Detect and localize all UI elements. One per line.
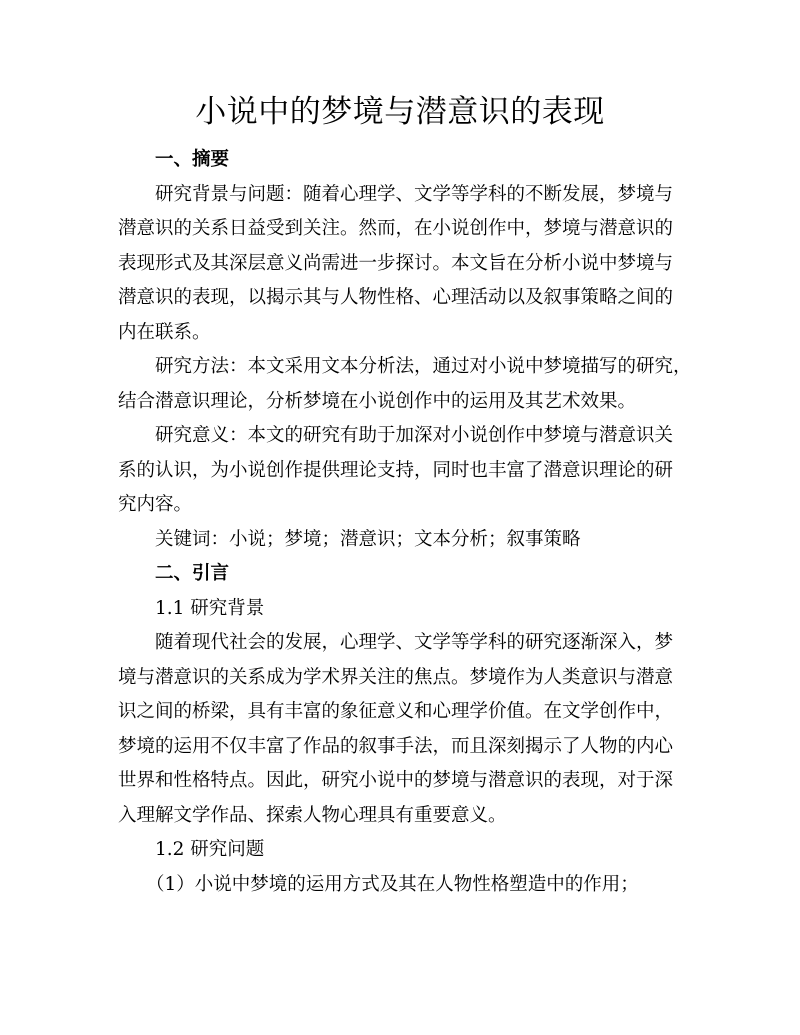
abstract-background-line: 表现形式及其深层意义尚需进一步探讨。本文旨在分析小说中梦境与 (118, 252, 674, 274)
abstract-background-line: 研究背景与问题：随着心理学、文学等学科的不断发展，梦境与 (155, 183, 674, 205)
document-body (118, 143, 692, 902)
document-title: 小说中的梦境与潜意识的表现 (195, 94, 605, 130)
background-paragraph-line: 梦境的运用不仅丰富了作品的叙事手法，而且深刻揭示了人物的内心 (118, 735, 674, 757)
abstract-method-line: 研究方法：本文采用文本分析法，通过对小说中梦境描写的研究， (155, 356, 692, 377)
subsection-1-title: 1.1 研究背景 (155, 597, 265, 619)
keywords-line: 关键词：小说；梦境；潜意识；文本分析；叙事策略 (155, 528, 581, 550)
abstract-significance-line: 研究意义：本文的研究有助于加深对小说创作中梦境与潜意识关 (155, 425, 674, 446)
abstract-background-line: 潜意识的关系日益受到关注。然而，在小说创作中，梦境与潜意识的 (118, 218, 674, 239)
abstract-background-line: 内在联系。 (118, 321, 211, 343)
subsection-2-title: 1.2 研究问题 (155, 839, 265, 860)
introduction-heading: 二、引言 (155, 563, 230, 584)
abstract-significance-line: 系的认识，为小说创作提供理论支持，同时也丰富了潜意识理论的研 (118, 459, 674, 481)
background-paragraph-line: 随着现代社会的发展，心理学、文学等学科的研究逐渐深入，梦 (155, 632, 674, 653)
abstract-method-line: 结合潜意识理论，分析梦境在小说创作中的运用及其艺术效果。 (118, 390, 637, 412)
abstract-significance-line: 究内容。 (118, 494, 193, 515)
abstract-background-line: 潜意识的表现，以揭示其与人物性格、心理活动以及叙事策略之间的 (118, 287, 674, 308)
background-paragraph-line: 世界和性格特点。因此，研究小说中的梦境与潜意识的表现，对于深 (118, 770, 674, 791)
background-paragraph-line: 识之间的桥梁，具有丰富的象征意义和心理学价值。在文学创作中， (118, 701, 674, 722)
research-question-1: （1）小说中梦境的运用方式及其在人物性格塑造中的作用； (146, 873, 639, 895)
background-paragraph-line: 境与潜意识的关系成为学术界关注的焦点。梦境作为人类意识与潜意 (118, 666, 674, 688)
abstract-heading: 一、摘要 (155, 149, 230, 170)
background-paragraph-line: 入理解文学作品、探索人物心理具有重要意义。 (118, 804, 507, 826)
